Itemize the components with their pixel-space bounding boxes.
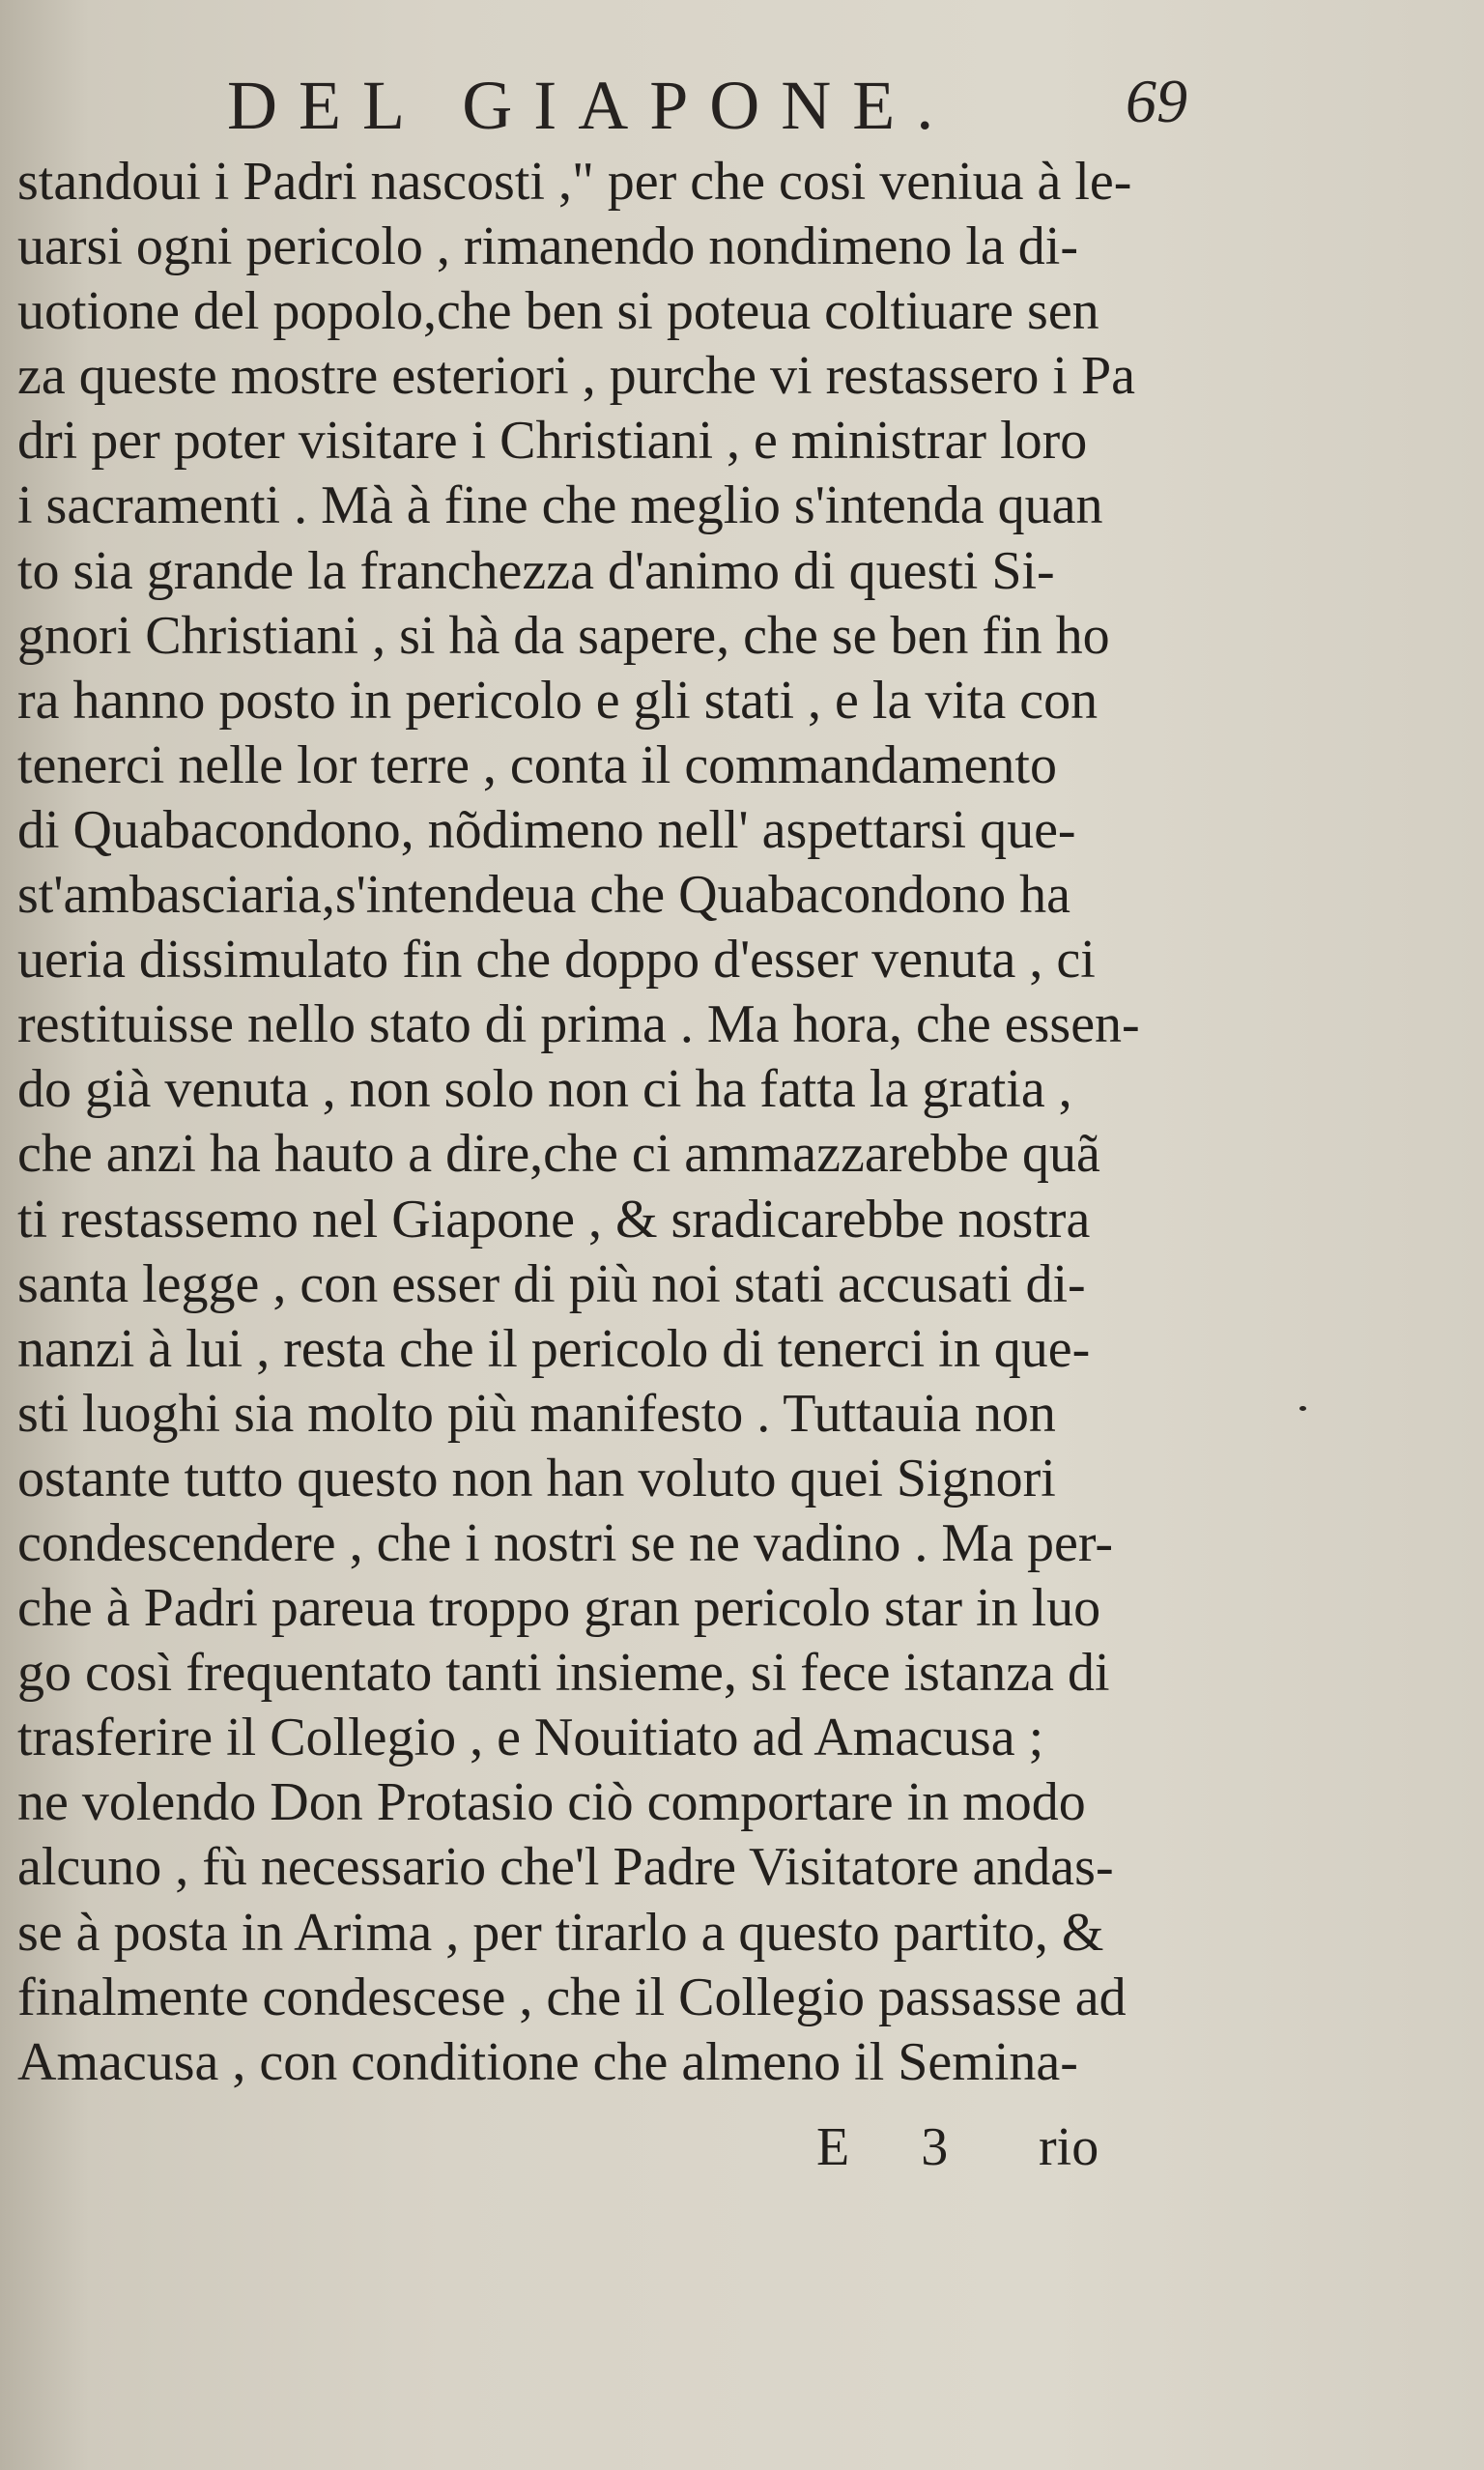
text-line: uotione del popolo,che ben si poteua coltiuare sen [17, 281, 1099, 342]
text-line: ostante tutto questo non han voluto quei Signori [17, 1448, 1056, 1508]
text-line: trasferire il Collegio , e Nouitiato ad Amacusa ; [17, 1708, 1044, 1768]
text-line: che à Padri pareua troppo gran pericolo star in luo [17, 1578, 1101, 1639]
text-line: ne volendo Don Protasio ciò comportare in modo [17, 1772, 1086, 1833]
text-line: finalmente condescese , che il Collegio passasse ad [17, 1967, 1127, 2027]
text-line: di Quabacondono, nõdimeno nell' aspettarsi que- [17, 799, 1076, 860]
text-line: restituisse nello stato di prima . Ma hora, che essen- [17, 994, 1140, 1055]
page-header [227, 66, 1213, 143]
text-line: nanzi à lui , resta che il pericolo di tenerci in que- [17, 1318, 1091, 1379]
running-head: DEL GIAPONE. [227, 67, 956, 144]
text-line: alcuno , fù necessario che'l Padre Visitatore andas- [17, 1837, 1114, 1898]
text-line: to sia grande la franchezza d'animo di questi Si- [17, 540, 1055, 601]
text-line: ueria dissimulato fin che doppo d'esser venuta , ci [17, 930, 1096, 991]
text-line: santa legge , con esser di più noi stati accusati di- [17, 1253, 1086, 1314]
text-line: che anzi ha hauto a dire,che ci ammazzarebbe quã [17, 1124, 1100, 1185]
text-line: za queste mostre esteriori , purche vi restassero i Pa [17, 346, 1135, 407]
text-line: do già venuta , non solo non ci ha fatta la gratia , [17, 1059, 1072, 1120]
text-line: se à posta in Arima , per tirarlo a questo partito, & [17, 1902, 1104, 1963]
text-line: ra hanno posto in pericolo e gli stati , e la vita con [17, 670, 1099, 731]
text-line: ti restassemo nel Giapone , & sradicarebbe nostra [17, 1189, 1091, 1249]
page-number: 69 [1126, 67, 1187, 135]
text-line: tenerci nelle lor terre , conta il commandamento [17, 734, 1057, 795]
text-line: standoui i Padri nascosti ," per che cosi veniua à le- [17, 152, 1132, 212]
text-line: uarsi ogni pericolo , rimanendo nondimeno la di- [17, 216, 1078, 277]
signature-mark: E 3 [816, 2117, 978, 2177]
text-line: sti luoghi sia molto più manifesto . Tuttauia non [17, 1383, 1056, 1444]
text-line: Amacusa , con conditione che almeno il Semina- [17, 2031, 1078, 2092]
catchword: rio [1039, 2117, 1099, 2177]
page-footer [816, 2116, 1203, 2184]
text-line: dri per poter visitare i Christiani , e ministrar loro [17, 411, 1088, 472]
text-line: i sacramenti . Mà à fine che meglio s'intenda quan [17, 475, 1103, 536]
ink-spot [1299, 1406, 1306, 1411]
text-line: condescendere , che i nostri se ne vadino . Ma per- [17, 1512, 1113, 1573]
body-text [17, 150, 1235, 2095]
text-line: go così frequentato tanti insieme, si fece istanza di [17, 1643, 1110, 1704]
text-line: gnori Christiani , si hà da sapere, che se ben fin ho [17, 605, 1110, 666]
text-line: st'ambasciaria,s'intendeua che Quabacondono ha [17, 865, 1070, 926]
